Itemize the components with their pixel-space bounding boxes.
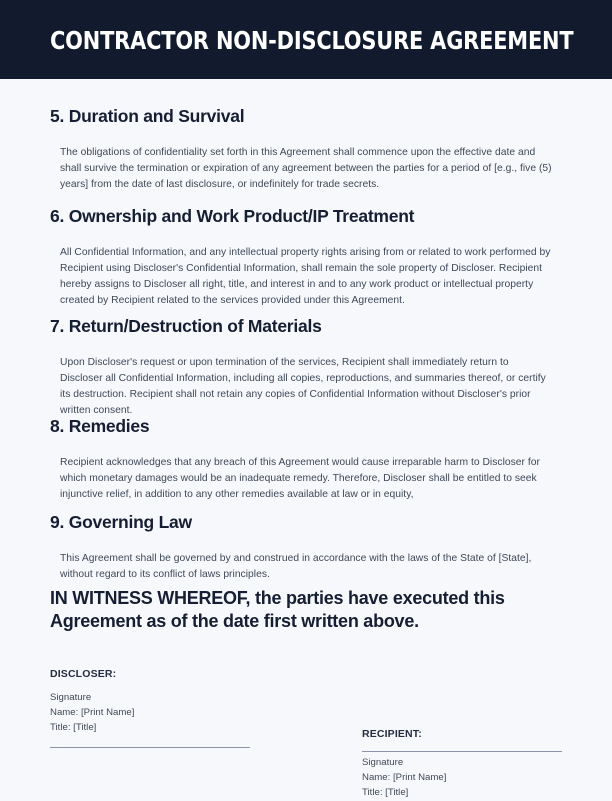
- section-paragraph: All Confidential Information, and any intellectual property rights arising from or related to work performed by Recipient using Discloser's Confidential Information, shall remain the sole property of Discloser. Recipient hereby assigns to Discloser all right, title, and interest in and to any work product or intellectual property created by Recipient related to the services provided under this Agreement.: [60, 247, 551, 306]
- discloser-fields: [50, 691, 260, 736]
- section-return-destruction-of-materials: [0, 316, 612, 419]
- section-heading: 6. Ownership and Work Product/IP Treatment: [50, 206, 415, 226]
- section-paragraph: This Agreement shall be governed by and construed in accordance with the laws of the State of [State], without regard to its conflict of laws principles.: [60, 553, 532, 581]
- section-paragraph: Recipient acknowledges that any breach of this Agreement would cause irreparable harm to Discloser for which monetary damages would be an inadequate remedy. Therefore, Discloser shall be entitled to seek injunctive relief, in addition to any other remedies available at law or in equity,: [60, 457, 540, 500]
- signature-block-recipient: [362, 728, 572, 801]
- section-remedies: [0, 416, 612, 503]
- document-title: CONTRACTOR NON-DISCLOSURE AGREEMENT: [50, 26, 574, 55]
- section-governing-law: [0, 512, 612, 581]
- section-paragraph: The obligations of confidentiality set forth in this Agreement shall commence upon the effective date and shall survive the termination or expiration of any agreement between the parties for a period of [e.g., five (5) years] from the date of last disclosure, or indefinitely for trade secrets.: [60, 147, 552, 190]
- section-paragraph: Upon Discloser's request or upon termination of the services, Recipient shall immediately return to Discloser all Confidential Information, including all copies, reproductions, and summaries thereof, or certify its destruction. Recipient shall not retain any copies of Confidential Information without Discloser's prior written consent.: [60, 357, 546, 416]
- section-heading: 8. Remedies: [50, 416, 150, 436]
- recipient-title-field[interactable]: Title: [Title]: [362, 786, 409, 798]
- signature-block-discloser: [50, 668, 260, 748]
- discloser-title-field[interactable]: Title: [Title]: [50, 721, 97, 733]
- recipient-fields: [362, 756, 572, 801]
- discloser-role-label: DISCLOSER:: [50, 668, 117, 680]
- discloser-signature-rule: [50, 747, 250, 748]
- discloser-signature-label: Signature: [50, 692, 92, 703]
- section-heading: 7. Return/Destruction of Materials: [50, 316, 322, 336]
- document-body: [0, 79, 612, 798]
- section-heading: 5. Duration and Survival: [50, 106, 245, 126]
- witness-statement: IN WITNESS WHEREOF, the parties have executed this Agreement as of the date first written above.: [50, 588, 505, 631]
- document-header-band: [0, 0, 612, 79]
- recipient-name-field[interactable]: Name: [Print Name]: [362, 771, 447, 783]
- recipient-signature-label: Signature: [362, 757, 404, 768]
- section-ownership-and-work-product: [0, 206, 612, 309]
- section-duration-and-survival: [0, 106, 612, 193]
- discloser-name-field[interactable]: Name: [Print Name]: [50, 706, 135, 718]
- recipient-signature-rule: [362, 751, 562, 752]
- recipient-role-label: RECIPIENT:: [362, 728, 422, 740]
- section-heading: 9. Governing Law: [50, 512, 192, 532]
